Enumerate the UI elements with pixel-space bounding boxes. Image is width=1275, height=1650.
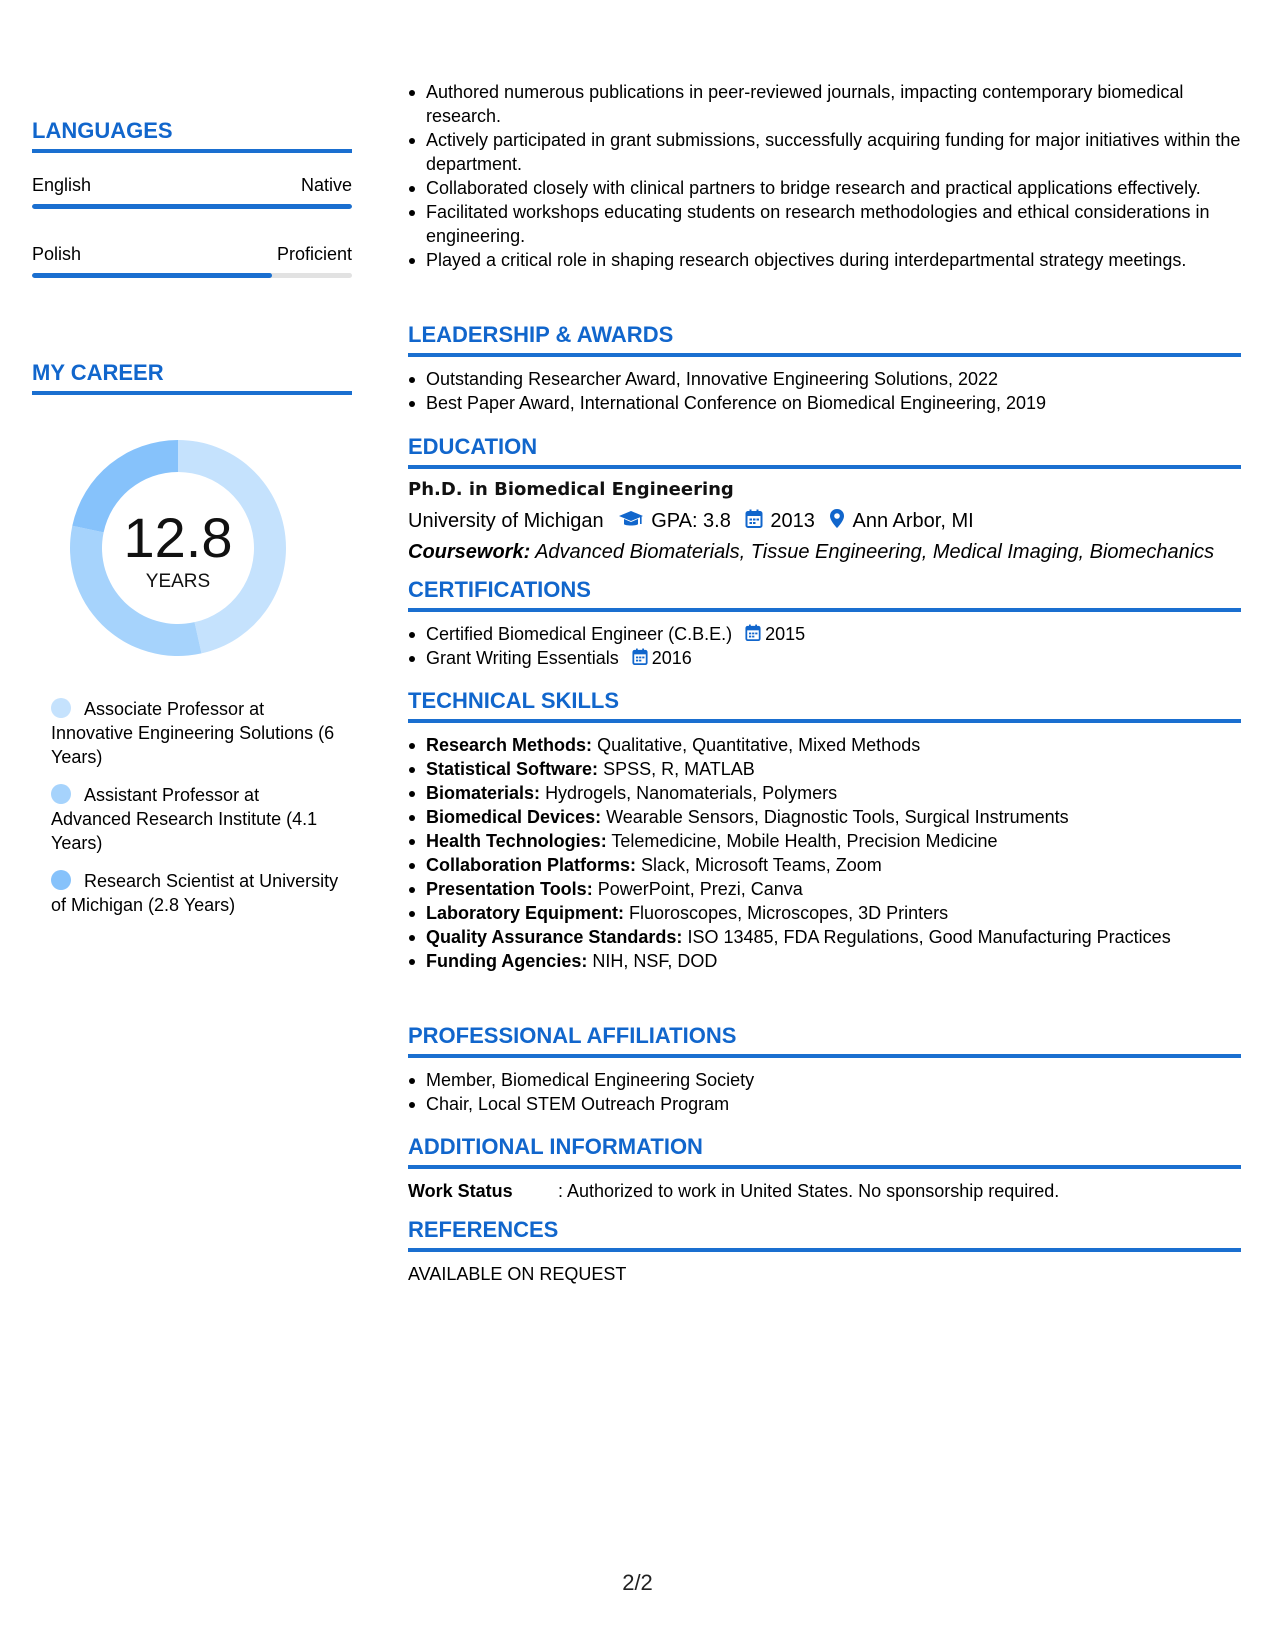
- skill-item: [426, 853, 1241, 877]
- certification-name: Certified Biomedical Engineer (C.B.E.): [426, 624, 733, 644]
- section-divider: [32, 149, 352, 153]
- career-section: [32, 360, 352, 395]
- skill-label: Quality Assurance Standards:: [426, 927, 683, 947]
- school-name: University of Michigan: [408, 510, 604, 532]
- skills-heading: TECHNICAL SKILLS: [408, 688, 620, 713]
- page-number: 2/2: [622, 1570, 653, 1595]
- skill-value: Fluoroscopes, Microscopes, 3D Printers: [629, 903, 949, 923]
- certification-year: 2016: [651, 648, 692, 668]
- language-proficiency-fill: [32, 273, 272, 278]
- experience-bullets: [408, 80, 1241, 272]
- education-heading: EDUCATION: [408, 434, 538, 459]
- graduation-cap-icon: [618, 509, 644, 529]
- skill-item: [426, 877, 1241, 901]
- awards-list: [408, 367, 1241, 415]
- skill-value: Qualitative, Quantitative, Mixed Methods: [597, 735, 921, 755]
- skill-item: [426, 781, 1241, 805]
- section-divider: [408, 353, 1241, 357]
- skill-value: Telemedicine, Mobile Health, Precision Medicine: [611, 831, 998, 851]
- skill-label: Biomedical Devices:: [426, 807, 602, 827]
- skill-item: [426, 925, 1241, 949]
- section-divider: [408, 719, 1241, 723]
- experience-item: Played a critical role in shaping research objectives during interdepartmental strategy meetings.: [426, 248, 1241, 272]
- languages-section: [32, 118, 352, 153]
- skills-section: [408, 688, 1241, 973]
- awards-heading: LEADERSHIP & AWARDS: [408, 322, 674, 347]
- references-text: AVAILABLE ON REQUEST: [408, 1264, 627, 1284]
- skill-value: ISO 13485, FDA Regulations, Good Manufacturing Practices: [687, 927, 1171, 947]
- section-divider: [408, 1165, 1241, 1169]
- skill-item: [426, 805, 1241, 829]
- skill-value: NIH, NSF, DOD: [592, 951, 718, 971]
- language-level: Native: [300, 175, 352, 195]
- skill-label: Statistical Software:: [426, 759, 599, 779]
- career-heading: MY CAREER: [32, 360, 164, 385]
- experience-item: Authored numerous publications in peer-reviewed journals, impacting contemporary biomedical research.: [426, 80, 1241, 128]
- career-total-unit: YEARS: [145, 571, 211, 592]
- skill-value: SPSS, R, MATLAB: [603, 759, 755, 779]
- skill-value: Wearable Sensors, Diagnostic Tools, Surgical Instruments: [606, 807, 1069, 827]
- career-donut-chart: [66, 436, 290, 660]
- section-divider: [32, 391, 352, 395]
- affiliations-list: [408, 1068, 1241, 1116]
- skill-value: Hydrogels, Nanomaterials, Polymers: [545, 783, 838, 803]
- skill-item: [426, 733, 1241, 757]
- language-proficiency-fill: [32, 204, 352, 209]
- language-name: Polish: [32, 244, 82, 264]
- legend-dot-icon: [51, 870, 71, 890]
- work-status-label: Work Status: [408, 1181, 513, 1201]
- skill-item: [426, 901, 1241, 925]
- skill-label: Collaboration Platforms:: [426, 855, 637, 875]
- experience-item: Actively participated in grant submissions, successfully acquiring funding for major initiatives within the department.: [426, 130, 1241, 174]
- legend-dot-icon: [51, 784, 71, 804]
- languages-heading: LANGUAGES: [32, 118, 173, 143]
- section-divider: [408, 608, 1241, 612]
- career-legend-item: [51, 697, 341, 769]
- affiliations-section: [408, 1023, 1241, 1116]
- calendar-icon: [745, 509, 763, 529]
- skill-value: Slack, Microsoft Teams, Zoom: [641, 855, 882, 875]
- certification-item: [426, 622, 1241, 646]
- skill-label: Presentation Tools:: [426, 879, 593, 899]
- legend-dot-icon: [51, 698, 71, 718]
- work-status-row: [408, 1179, 1241, 1203]
- awards-section: [408, 322, 1241, 415]
- skills-list: [408, 733, 1241, 973]
- coursework-list: Advanced Biomaterials, Tissue Engineering, Medical Imaging, Biomechanics: [535, 541, 1215, 563]
- certification-name: Grant Writing Essentials: [426, 648, 619, 668]
- education-location: Ann Arbor, MI: [852, 510, 974, 532]
- education-section: [408, 434, 1241, 565]
- degree-title: Ph.D. in Biomedical Engineering: [408, 479, 734, 500]
- education-meta: [408, 508, 1241, 534]
- experience-item: Facilitated workshops educating students on research methodologies and ethical considerations in engineering.: [426, 200, 1241, 248]
- language-name: English: [32, 175, 92, 195]
- coursework: [408, 539, 1241, 565]
- gpa: GPA: 3.8: [651, 510, 731, 532]
- skill-label: Health Technologies:: [426, 831, 607, 851]
- language-proficiency-bar: [32, 204, 352, 209]
- award-item: Outstanding Researcher Award, Innovative Engineering Solutions, 2022: [426, 367, 1241, 391]
- language-proficiency-bar: [32, 273, 352, 278]
- section-divider: [408, 465, 1241, 469]
- skill-label: Laboratory Equipment:: [426, 903, 625, 923]
- career-total-years: 12.8: [123, 506, 233, 569]
- skill-label: Funding Agencies:: [426, 951, 588, 971]
- skill-label: Research Methods:: [426, 735, 593, 755]
- coursework-label: Coursework:: [408, 541, 531, 563]
- experience-list: [408, 80, 1241, 272]
- additional-info-heading: ADDITIONAL INFORMATION: [408, 1134, 703, 1159]
- calendar-icon: [632, 648, 648, 666]
- skill-label: Biomaterials:: [426, 783, 541, 803]
- affiliation-item: Member, Biomedical Engineering Society: [426, 1068, 1241, 1092]
- section-divider: [408, 1248, 1241, 1252]
- career-legend-label: Associate Professor at Innovative Engineering Solutions (6 Years): [51, 699, 335, 767]
- certifications-list: [408, 622, 1241, 670]
- career-legend-item: [51, 869, 341, 917]
- skill-item: [426, 949, 1241, 973]
- references-heading: REFERENCES: [408, 1217, 559, 1242]
- career-legend-label: Assistant Professor at Advanced Research Institute (4.1 Years): [51, 785, 318, 853]
- work-status-value: : Authorized to work in United States. No sponsorship required.: [558, 1181, 1060, 1201]
- certifications-heading: CERTIFICATIONS: [408, 577, 591, 602]
- references-section: [408, 1217, 1241, 1286]
- donut-center: [66, 436, 290, 660]
- skill-item: [426, 757, 1241, 781]
- skill-item: [426, 829, 1241, 853]
- experience-item: Collaborated closely with clinical partners to bridge research and practical applications effectively.: [426, 176, 1241, 200]
- graduation-year: 2013: [770, 510, 815, 532]
- additional-info-section: [408, 1134, 1241, 1203]
- affiliation-item: Chair, Local STEM Outreach Program: [426, 1092, 1241, 1116]
- section-divider: [408, 1054, 1241, 1058]
- career-legend: [51, 697, 341, 931]
- location-pin-icon: [829, 508, 845, 529]
- career-legend-label: Research Scientist at University of Michigan (2.8 Years): [51, 871, 339, 915]
- language-level: Proficient: [276, 244, 352, 264]
- career-legend-item: [51, 783, 341, 855]
- affiliations-heading: PROFESSIONAL AFFILIATIONS: [408, 1023, 737, 1048]
- certification-year: 2015: [765, 624, 806, 644]
- certifications-section: [408, 577, 1241, 670]
- certification-item: [426, 646, 1241, 670]
- award-item: Best Paper Award, International Conference on Biomedical Engineering, 2019: [426, 391, 1241, 415]
- skill-value: PowerPoint, Prezi, Canva: [597, 879, 803, 899]
- calendar-icon: [745, 624, 761, 642]
